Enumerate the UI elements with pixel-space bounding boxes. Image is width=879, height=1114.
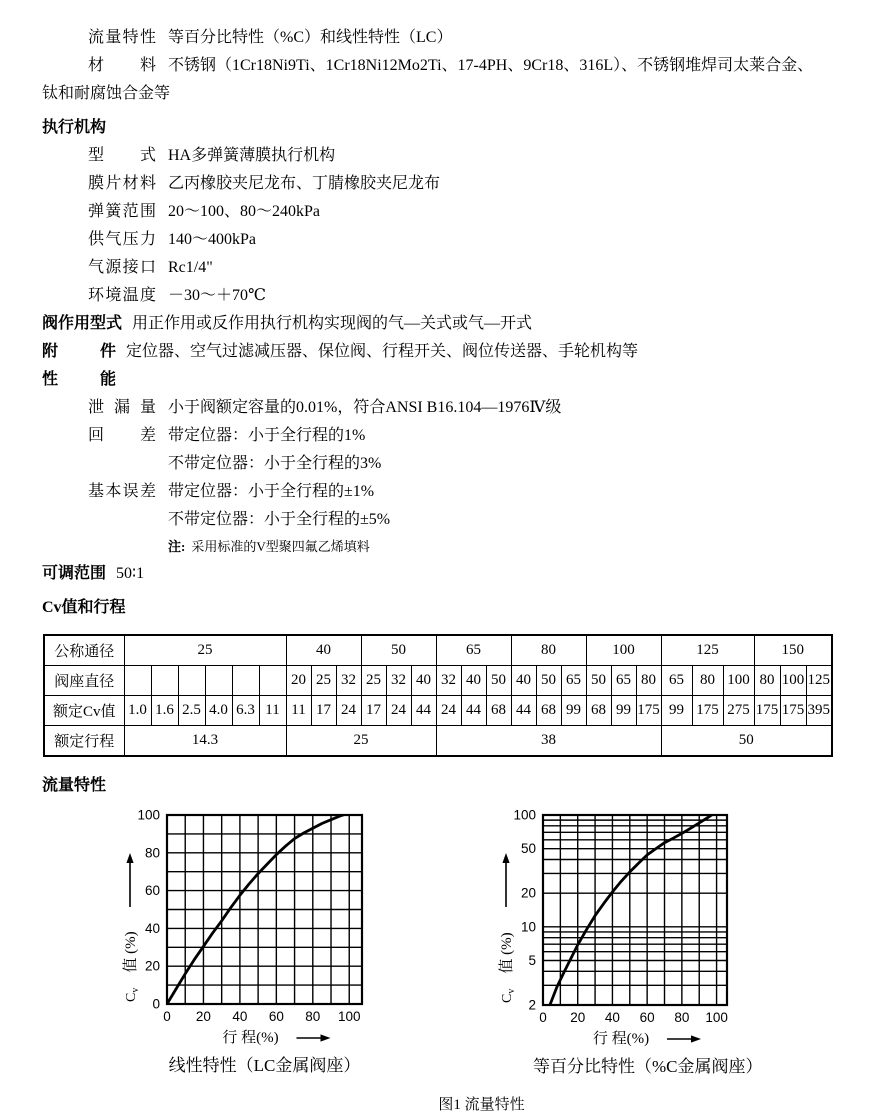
table-cell: 80: [636, 666, 661, 696]
table-cell: 395: [806, 696, 832, 726]
table-cell: 20: [286, 666, 311, 696]
table-cell: 17: [361, 696, 386, 726]
table-cell: 68: [486, 696, 511, 726]
table-cell: 50: [361, 635, 436, 666]
section-heading: [42, 114, 879, 142]
table-cell: 32: [336, 666, 361, 696]
table-cell: 25: [124, 635, 286, 666]
spec-lines: [42, 24, 879, 622]
x-tick-label: 60: [639, 1010, 655, 1025]
table-cell: [178, 666, 205, 696]
table-cell: 175: [692, 696, 723, 726]
x-axis-label: 行 程(%): [592, 1031, 650, 1047]
equal-percentage-chart-mount: [491, 805, 763, 1056]
table-cell: 68: [586, 696, 611, 726]
table-cell: 24: [336, 696, 361, 726]
table-cell: 80: [754, 666, 780, 696]
table-row: [44, 726, 832, 757]
spec-value: 50∶1: [116, 565, 145, 582]
x-tick-label: 80: [674, 1010, 690, 1025]
section-heading-label: 执行机构: [42, 119, 107, 136]
table-cell: 80: [692, 666, 723, 696]
y-tick-label: 80: [144, 845, 160, 861]
table-cell: 100: [723, 666, 754, 696]
table-cell: [259, 666, 286, 696]
table-cell: 40: [461, 666, 486, 696]
spec-label: 型 式: [88, 147, 156, 164]
spec-line: [42, 170, 879, 198]
spec-value: 20～100、80～240kPa: [168, 203, 321, 220]
table-row: [44, 696, 832, 726]
table-cell: 2.5: [178, 696, 205, 726]
section-heading-label: Cv值和行程: [42, 599, 126, 616]
spec-line: [42, 478, 879, 506]
spec-value: －30～＋70℃: [168, 287, 266, 304]
table-cell: 40: [411, 666, 436, 696]
spec-continuation: [42, 450, 879, 478]
equal-percentage-chart-block: [491, 805, 763, 1077]
spec-value: 等百分比特性（%C）和线性特性（LC）: [168, 29, 453, 46]
spec-value: 不带定位器：小于全行程的3%: [168, 455, 382, 472]
x-tick-label: 0: [539, 1010, 547, 1025]
table-cell: 40: [286, 635, 361, 666]
table-cell: 25: [286, 726, 436, 757]
table-cell: 65: [561, 666, 586, 696]
section-heading-label: 可调范围: [42, 565, 107, 582]
table-cell: 24: [386, 696, 411, 726]
x-tick-label: 60: [268, 1009, 284, 1024]
y-tick-label: 20: [520, 885, 536, 901]
table-cell: [205, 666, 232, 696]
spec-continuation: [42, 506, 879, 534]
section-heading: [42, 594, 879, 622]
table-cell: 公称通径: [44, 635, 124, 666]
table-cell: 44: [411, 696, 436, 726]
table-cell: 175: [636, 696, 661, 726]
x-tick-label: 0: [163, 1009, 171, 1024]
table-cell: 阀座直径: [44, 666, 124, 696]
spec-label: 基本误差: [88, 483, 156, 500]
table-cell: 44: [461, 696, 486, 726]
spec-value: 140～400kPa: [168, 231, 257, 248]
table-cell: 额定行程: [44, 726, 124, 757]
section-heading-label: 阀作用型式: [42, 315, 123, 332]
flow-characteristic-heading: 流量特性: [42, 777, 107, 794]
y-tick-label: 0: [152, 996, 160, 1012]
y-axis-arrow-icon: [502, 853, 509, 863]
table-cell: 17: [311, 696, 336, 726]
spec-line: [42, 142, 879, 170]
spec-label: 供气压力: [88, 231, 156, 248]
table-cell: 99: [661, 696, 692, 726]
y-tick-label: 5: [528, 952, 536, 968]
table-cell: 50: [661, 726, 832, 757]
table-cell: 32: [436, 666, 461, 696]
x-axis-label: 行 程(%): [222, 1030, 279, 1046]
spec-label: 泄 漏 量: [88, 399, 156, 416]
table-cell: 100: [780, 666, 806, 696]
table-cell: 100: [586, 635, 661, 666]
x-tick-label: 100: [705, 1010, 728, 1025]
linear-chart-caption: 线性特性（LC金属阀座）: [168, 1056, 361, 1075]
table-cell: 4.0: [205, 696, 232, 726]
table-cell: 65: [661, 666, 692, 696]
x-tick-label: 40: [232, 1009, 248, 1024]
spec-line: [42, 422, 879, 450]
table-cell: 80: [511, 635, 586, 666]
spec-line: [42, 282, 879, 310]
table-cell: 11: [259, 696, 286, 726]
spec-value: 不锈钢（1Cr18Ni9Ti、1Cr18Ni12Mo2Ti、17-4PH、9Cr18、316L）、不锈钢堆焊司太莱合金、: [168, 57, 814, 74]
table-cell: 275: [723, 696, 754, 726]
spec-value: 带定位器：小于全行程的1%: [168, 427, 366, 444]
spec-line: [42, 52, 879, 80]
spec-label: 膜片材料: [88, 175, 156, 192]
spec-value: 用正作用或反作用执行机构实现阀的气—关式或气—开式: [132, 315, 533, 332]
spec-line: [42, 254, 879, 282]
linear-chart-mount: [115, 805, 372, 1055]
charts-row: [115, 805, 879, 1077]
y-tick-label: 60: [144, 883, 160, 899]
table-cell: 65: [436, 635, 511, 666]
x-axis-arrow-icon: [691, 1035, 701, 1042]
flow-curve: [550, 805, 727, 1005]
note-line: [168, 534, 879, 560]
section-heading-label: 性 能: [42, 371, 116, 388]
table-cell: 125: [806, 666, 832, 696]
table-cell: 99: [611, 696, 636, 726]
spec-value: 乙丙橡胶夹尼龙布、丁腈橡胶夹尼龙布: [168, 175, 441, 192]
section-heading: [42, 366, 879, 394]
table-cell: 150: [754, 635, 832, 666]
section-heading-label: 附 件: [42, 343, 116, 360]
section-heading-inline: [42, 560, 879, 588]
table-cell: 25: [361, 666, 386, 696]
y-tick-label: 50: [520, 841, 536, 857]
table-cell: 50: [536, 666, 561, 696]
spec-line: [42, 24, 879, 52]
note-text: 采用标准的V型聚四氟乙烯填料: [191, 539, 370, 554]
table-row: [44, 635, 832, 666]
table-cell: 1.0: [124, 696, 151, 726]
spec-value: Rc1/4": [168, 259, 213, 276]
table-cell: 6.3: [232, 696, 259, 726]
spec-value: 定位器、空气过滤减压器、保位阀、行程开关、阀位传送器、手轮机构等: [126, 343, 639, 360]
y-tick-label: 100: [513, 807, 536, 823]
table-cell: 50: [486, 666, 511, 696]
x-tick-label: 20: [570, 1010, 586, 1025]
spec-label: 流量特性: [88, 29, 156, 46]
x-tick-label: 80: [305, 1009, 321, 1024]
table-cell: 175: [754, 696, 780, 726]
spec-value: 不带定位器：小于全行程的±5%: [168, 511, 391, 528]
cv-stroke-table: [43, 634, 833, 757]
spec-label: 弹簧范围: [88, 203, 156, 220]
table-cell: [151, 666, 178, 696]
table-cell: 40: [511, 666, 536, 696]
linear-characteristic-chart: [115, 805, 372, 1050]
equal-percentage-characteristic-chart: [491, 805, 737, 1051]
table-cell: 44: [511, 696, 536, 726]
x-tick-label: 20: [195, 1009, 211, 1024]
y-tick-label: 20: [144, 958, 160, 974]
section-heading-inline: [42, 310, 879, 338]
table-cell: 50: [586, 666, 611, 696]
table-cell: 99: [561, 696, 586, 726]
spec-value: HA多弹簧薄膜执行机构: [168, 147, 336, 164]
table-cell: 24: [436, 696, 461, 726]
table-cell: 11: [286, 696, 311, 726]
y-tick-label: 40: [144, 920, 160, 936]
linear-chart-block: [115, 805, 372, 1077]
table-cell: 65: [611, 666, 636, 696]
x-tick-label: 100: [337, 1009, 361, 1024]
y-axis-label: $C_v$ 值 (%): [499, 932, 517, 1003]
table-cell: 14.3: [124, 726, 286, 757]
table-cell: 1.6: [151, 696, 178, 726]
y-tick-label: 100: [137, 807, 160, 823]
spec-continuation: 钛和耐腐蚀合金等: [42, 85, 171, 102]
spec-label: 材 料: [88, 57, 156, 74]
cv-table-section: [42, 634, 879, 757]
spec-label: 气源接口: [88, 259, 156, 276]
section-heading-inline: [42, 338, 879, 366]
equal-percentage-chart-caption: 等百分比特性（%C金属阀座）: [533, 1057, 763, 1076]
figure-caption: 图1 流量特性: [438, 1097, 525, 1113]
spec-value: 小于阀额定容量的0.01%，符合ANSI B16.104—1976Ⅳ级: [168, 399, 562, 416]
y-tick-label: 2: [528, 997, 536, 1013]
table-cell: 25: [311, 666, 336, 696]
x-axis-arrow-icon: [321, 1034, 331, 1041]
spec-label: 环境温度: [88, 287, 156, 304]
spec-label: 回 差: [88, 427, 156, 444]
flow-curve: [167, 810, 362, 1004]
y-axis-arrow-icon: [126, 853, 133, 863]
table-cell: [232, 666, 259, 696]
spec-line: [42, 394, 879, 422]
table-row: [44, 666, 832, 696]
y-axis-label: $C_v$ 值 (%): [123, 931, 141, 1002]
note-label: 注:: [168, 539, 186, 554]
y-tick-label: 10: [520, 919, 536, 935]
table-cell: 额定Cv值: [44, 696, 124, 726]
table-cell: 68: [536, 696, 561, 726]
spec-value: 带定位器：小于全行程的±1%: [168, 483, 375, 500]
spec-line: [42, 226, 879, 254]
table-cell: 125: [661, 635, 754, 666]
x-tick-label: 40: [604, 1010, 620, 1025]
table-cell: 32: [386, 666, 411, 696]
table-cell: [124, 666, 151, 696]
table-cell: 175: [780, 696, 806, 726]
spec-line: [42, 198, 879, 226]
table-cell: 38: [436, 726, 661, 757]
